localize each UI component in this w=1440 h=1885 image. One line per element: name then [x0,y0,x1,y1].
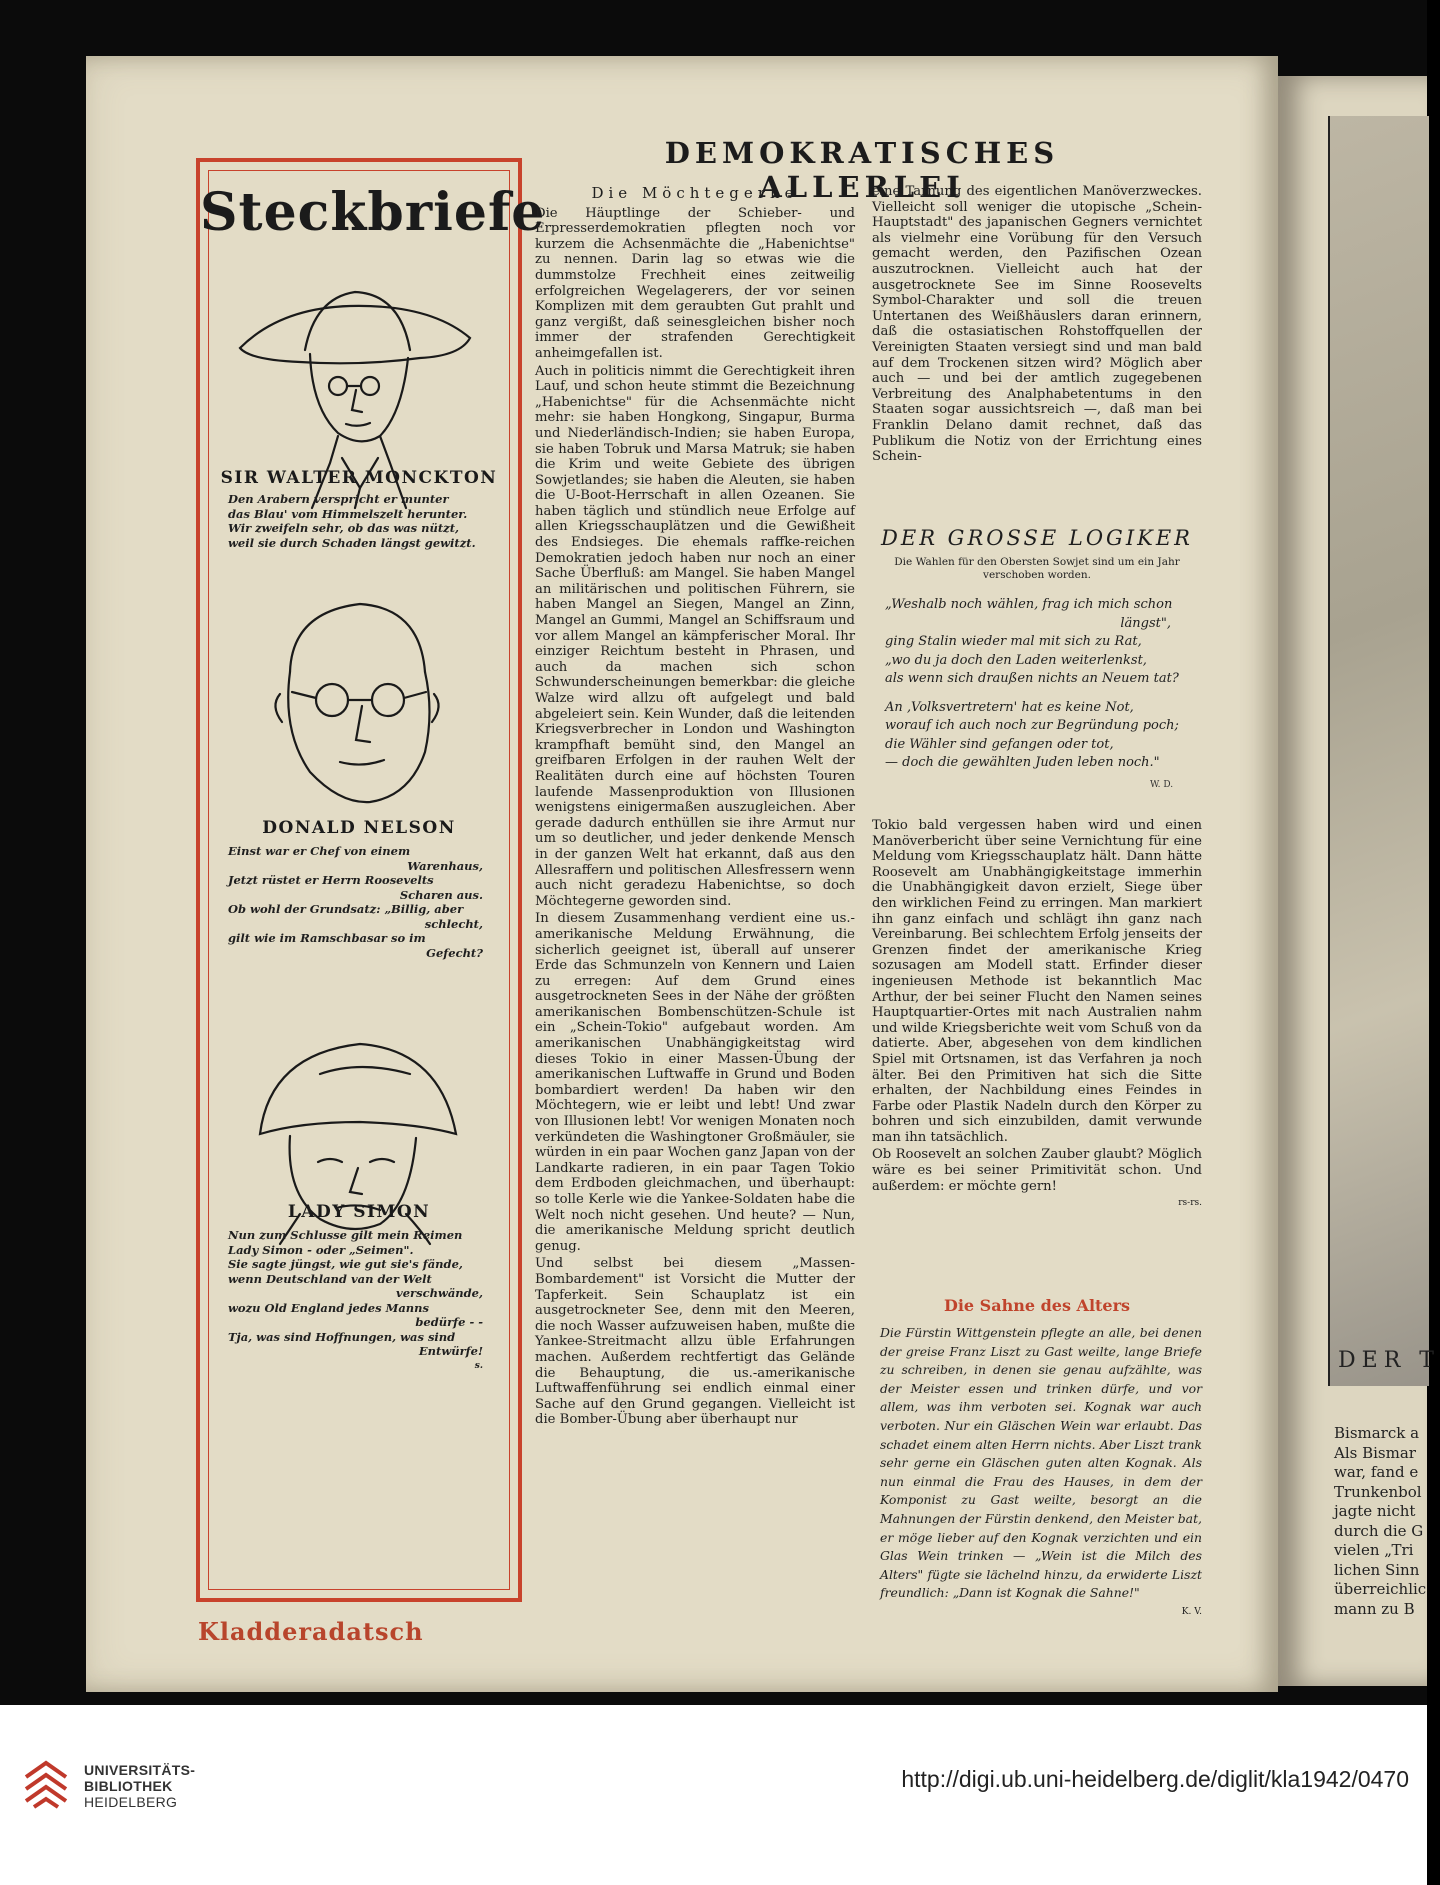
sahne-text [880,1324,1202,1622]
next-line: überreichlic [1334,1580,1427,1598]
paragraph: Die Häuptlinge der Schieber- und Erpresserdemokratien pflegten noch vor kurzem die Achsenmächte die „Habenichtse" zu nennen. Darin lag so etwas wie die dummstolze Frechheit eines zeitweilig erfolgreichen Wegelagerers, der vor seinen Komplizen mit dem geraubten Gut prahlt und ganz vergißt, daß seinesgleichen bisher noch immer der strafenden Gerechtigkeit anheimgefallen ist. [535,205,855,361]
library-line: BIBLIOTHEK [84,1778,173,1794]
sahne-title: Die Sahne des Alters [943,1296,1131,1315]
verse-line: Einst war er Chef von einem [228,844,411,858]
next-page-text [1334,1424,1427,1619]
sahne-signature: K. V. [1181,1606,1202,1617]
verse-line: Wir zweifeln sehr, ob das was nützt, [228,521,460,535]
logiker-poem [885,596,1185,773]
nelson-portrait-icon [220,582,490,822]
person-name-simon: LADY SIMON [287,1202,431,1222]
verse-line: Den Arabern verspricht er munter [228,492,449,506]
kladderadatsch-logo: Kladderadatsch [198,1617,424,1646]
paragraph: eine Tarnung des eigentlichen Manöverzweckes. Vielleicht soll weniger die utopische „Schein-Hauptstadt" des japanischen Gegners vernichtet als vielmehr eine Vorübung für den Versuch gemacht werden, den Pazifischen Ozean auszutrocknen. Vielleicht auch hat der ausgetrocknete See im Sinne Roosevelts Symbol-Charakter und soll die treuen Untertanen des Weißhäuslers daran erinnern, daß die ostasiatischen Rohstoffquellen der Vereinigten Staaten versiegt sind und man bald auf dem Trockenen sitzen wird? Möglich aber auch — und bei der amtlich zugegebenen Verbreitung des Analphabetentums in den Staaten sogar aussichtsreich —, daß man bei Franklin Delano damit rechnet, daß das Publikum die Notiz von der Errichtung eines Schein- [872,184,1202,465]
verse-line: Sie sagte jüngst, wie gut sie's fände, [228,1257,463,1271]
stanza-gap [885,689,1185,699]
next-line: Als Bismar [1334,1443,1416,1462]
logiker-signature: W. D. [1150,780,1174,790]
paragraph: Ob Roosevelt an solchen Zauber glaubt? Möglich wäre es bei seiner Primitivität schon. Und außerdem: er möchte gern! [872,1147,1202,1194]
verse-simon [228,1228,483,1373]
verse-line: gilt wie im Ramschbasar so im [228,931,426,945]
verse-line: Lady Simon - oder „Seimen". [228,1242,414,1257]
next-line: mann zu B [1334,1599,1415,1618]
article-subtitle: Die Möchtegerne [591,184,799,202]
article-signature: rs-rs. [1178,1198,1202,1209]
poem-line: An ‚Volksvertretern' hat es keine Not, [885,699,1134,715]
verse-line: Scharen aus. [399,887,483,902]
source-url-link[interactable]: http://digi.ub.uni-heidelberg.de/diglit/kla1942/0470 [901,1766,1409,1792]
poem-line: — doch die gewählten Juden leben noch." [885,755,1160,770]
poem-line: „wo du ja doch den Laden weiterlenkst, [885,652,1147,668]
poem-line: „Weshalb noch wählen, frag ich mich schon [885,597,1173,612]
poem-line: als wenn sich draußen nichts an Neuem tat? [885,671,1179,686]
person-name-monckton: SIR WALTER MONCKTON [220,468,498,488]
next-line: jagte nicht [1334,1502,1416,1520]
verse-signature: s. [474,1360,483,1371]
article-title: DEMOKRATISCHES ALLERLEI [664,136,1060,204]
article-column-2-top [872,184,1202,467]
poem-line: längst", [1120,615,1171,631]
next-line: Bismarck a [1334,1424,1420,1442]
verse-line: Ob wohl der Grundsatz: „Billig, aber [228,902,464,916]
poem-line: worauf ich auch noch zur Begründung poch; [885,718,1179,733]
verse-line: verschwände, [396,1286,483,1300]
footer [0,1705,1427,1885]
next-page-illustration [1328,116,1429,1386]
sahne-body: Die Fürstin Wittgenstein pflegte an alle, bei denen der greise Franz Liszt zu Gast weilte, lange Briefe zu schreiben, in denen sie genau aufzählte, was der Meister essen und trinken dürfe, und vor allem, was ihm verboten sei. Kognak war auch verboten. Nur ein Gläschen Wein war erlaubt. Das schadet einem alten Herrn nichts. Aber Liszt trank sehr gerne ein Gläschen guten alten Kognak. Als nun einmal die Frau des Hauses, in dem der Komponist zu Gast weilte, besorgt an die Mahnungen der Fürstin denkend, den Meister bat, er möge lieber auf den Kognak verzichten und ein Glas Wein trinken — „Wein ist die Milch des Alters" fügte sie lächelnd hinzu, da erwiderte Liszt freundlich: „Dann ist Kognak die Sahne!" [880,1325,1202,1601]
next-page-caption: DER T [1338,1348,1440,1373]
article-column-2-bottom [872,818,1202,1212]
verse-line: Tja, was sind Hoffnungen, was sind [228,1329,456,1344]
logiker-lead: Die Wahlen für den Obersten Sowjet sind um ein Jahr verschoben worden. [894,556,1180,581]
paragraph: In diesem Zusammenhang verdient eine us.-amerikanische Meldung Erwähnung, die sicherlich geeignet ist, überall auf unserer Erde das Schmunzeln von Kennern und Laien zu erregen: Auf dem Grund eines ausgetrockneten Sees in der Nähe der größten amerikanischen Bombenschützen-Schule ist ein „Schein-Tokio" aufgebaut worden. Am amerikanischen Unabhängigkeitstag wird dieses Tokio in einer Massen-Übung der amerikanischen Luftwaffe in Grund und Boden bombardiert werden! Da haben wir den Möchtegern, wie er leibt und lebt! Und zwar von Illusionen lebt! Vor wenigen Monaten noch verkündeten die Washingtoner Großmäuler, sie würden in ein paar Wochen ganz Japan von der Landkarte radieren, in ein paar Tagen Tokio dem Erdboden gleichmachen, und überhaupt: so tolle Kerle wie die Yankee-Soldaten habe die Welt noch nicht gesehen. Und heute? — Nun, die amerikanische Meldung spricht deutlich genug. [535,911,855,1254]
verse-nelson [228,844,483,960]
university-library-logo-icon [20,1757,72,1813]
next-page [1278,76,1440,1686]
verse-line: wozu Old England jedes Manns [228,1300,429,1315]
steckbriefe-box [196,158,546,1602]
next-line: durch die G [1334,1521,1424,1540]
verse-monckton [228,492,483,550]
paragraph: Tokio bald vergessen haben wird und einen Manöverbericht über seine Vernichtung für eine Meldung vom Kriegsschauplatz hält. Dann hätte Roosevelt am Unabhängigkeitstage immerhin die Unabhängigkeit davon erzielt, Siege über den wirklichen Feind zu erringen. Man markiert ihn ganz einfach und schlägt ihn ganz nach Vereinbarung. Bei schlechtem Erfolg jenseits der Grenzen findet der amerikanische Krieg sozusagen am Modell statt. Erfinder dieser ingenieusen Methode ist bekanntlich Mac Arthur, der bei seiner Flucht den Namen seines Hauptquartier-Ortes mit nach Australien nahm und wilde Kriegsberichte weit vom Schuß von da datierte. Aber, abgesehen von dem kindlichen Spiel mit Ortsnamen, ist das Verfahren ja noch älter. Bei den Primitiven hat sich die Sitte erhalten, der Nachbildung eines Feindes in Farbe oder Plastik Nadeln durch den Körper zu bohren und sich einzubilden, damit verwunde man ihn tatsächlich. [872,818,1202,1145]
verse-line: das Blau' vom Himmelszelt herunter. [228,506,468,521]
poem-line: ging Stalin wieder mal mit sich zu Rat, [885,634,1142,649]
library-line: HEIDELBERG [84,1794,178,1810]
verse-line: schlecht, [424,916,483,931]
library-line: UNIVERSITÄTS- [84,1762,196,1778]
verse-line: Jetzt rüstet er Herrn Roosevelts [228,873,434,887]
verse-line: Warenhaus, [407,858,483,873]
poem-line: die Wähler sind gefangen oder tot, [885,736,1114,752]
article-column-1 [535,186,855,1430]
verse-line: Nun zum Schlusse gilt mein Reimen [228,1228,463,1242]
verse-line: wenn Deutschland van der Welt [228,1271,432,1286]
verse-line: Gefecht? [426,945,483,960]
verse-line: bedürfe - - [415,1315,483,1329]
next-line: lichen Sinn [1334,1560,1420,1579]
logiker-title: DER GROSSE LOGIKER [881,526,1193,550]
next-line: Trunkenbol [1334,1482,1422,1501]
next-line: vielen „Tri [1334,1541,1414,1559]
paragraph: Auch in politicis nimmt die Gerechtigkeit ihren Lauf, und schon heute stimmt die Bezeichnung „Habenichtse" für die Achsenmächte nicht mehr: sie haben Hongkong, Singapur, Burma und Niederländisch-Indien; sie haben Europa, sie haben Tobruk und Marsa Matruk; sie haben die Krim und weite Gebiete des übrigen Sowjetlandes; sie haben die Aleuten, sie haben die U-Boot-Herrschaft in allen Ozeanen. Sie haben täglich und stündlich neue Erfolge auf allen Kriegsschauplätzen und die Gewißheit des Endsieges. Die ehemals raffke-reichen Demokratien jedoch haben nur noch an einer Sache Überfluß: am Mangel. Sie haben Mangel an militärischen und politischen Führern, sie haben Mangel an Siegen, Mangel an Zinn, Mangel an Gummi, Mangel an Schiffsraum und vor allem Mangel an kämpferischer Moral. Ihr einziger Reichtum besteht in Phrasen, und auch da machen sich schon Schwunderscheinungen bemerkbar: die gleiche Walze wird allzu oft aufgelegt und bald abgeleiert sein. Kein Wunder, daß die leitenden Kriegsverbrecher in London und Washington krampfhaft bemüht sind, den Mangel an greifbaren Erfolgen in der rauhen Welt der Realitäten durch eine auf höchsten Touren laufende Massenproduktion von Illusionen wenigstens einigermaßen auszugleichen. Aber gerade dadurch enthüllen sie ihre Armut nur um so deutlicher, und jeder denkende Mensch in der ganzen Welt hat erkannt, daß aus den Allesraffern und politischen Allesfressern wenn auch nicht geradezu Habenichtse, so doch Möchtegerne geworden sind. [535,363,855,909]
next-line: war, fand e [1334,1463,1419,1481]
verse-line: weil sie durch Schaden längst gewitzt. [228,535,476,550]
paragraph: Und selbst bei diesem „Massen-Bombardement" ist Vorsicht die Mutter der Tapferkeit. Sein Schauplatz ist ein ausgetrockneter See, denn mit den Meeren, die noch Wasser aufzuweisen haben, mußte die Yankee-Streitmacht allzu üble Erfahrungen machen. Außerdem rechtfertigt das Gelände die Behauptung, die us.-amerikanische Luftwaffenführung sei endlich einmal einer Sache auf den Grund gegangen. Vielleicht ist die Bomber-Übung aber überhaupt nur [535,1256,855,1428]
person-name-nelson: DONALD NELSON [262,818,456,838]
verse-line: Entwürfe! [418,1344,483,1358]
library-name [84,1762,195,1810]
steckbriefe-title: Steckbriefe [200,182,546,243]
